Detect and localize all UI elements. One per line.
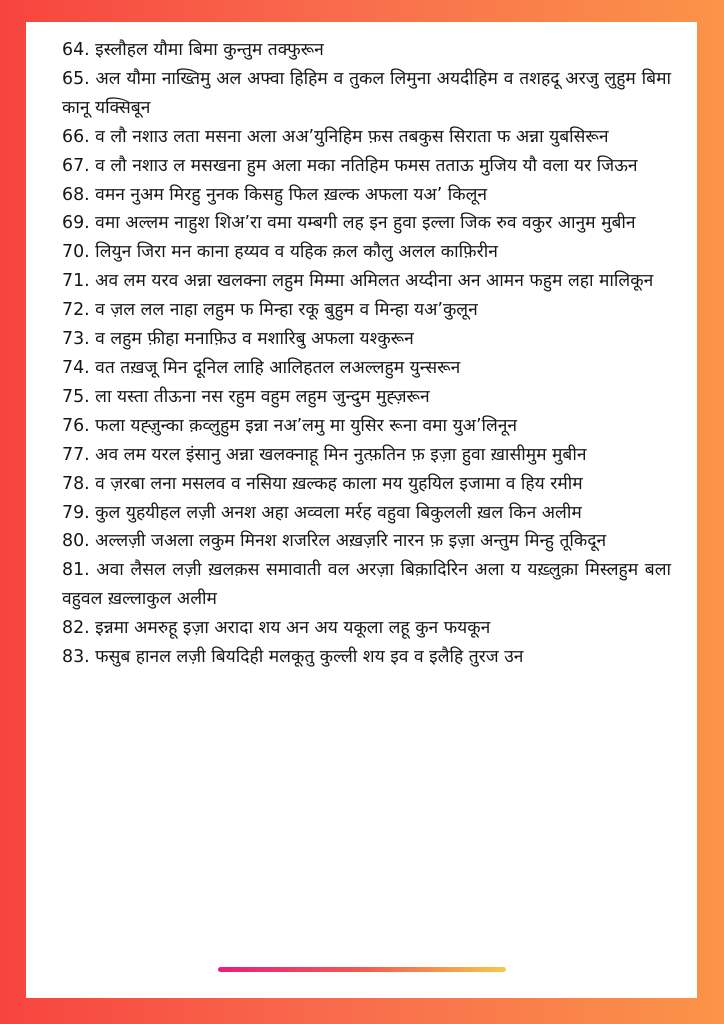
verse-80: 80. अल्लज़ी जअला लकुम मिनश शजरिल अख़ज़रि नारन फ़ इज़ा अन्तुम मिन्हु तूकिदून (62, 531, 607, 552)
verse-64: 64. इस्लौहल यौमा बिमा कुन्तुम तक्फुरून (62, 40, 324, 60)
verse-68: 68. वमन नुअम मिरहु नुनक किसहु फिल ख़ल्क अफला यअ’ किलून (62, 184, 488, 205)
verse-69: 69. वमा अल्लम नाहुश शिअ’रा वमा यम्बगी लह इन हुवा इल्ला जिक रुव वकुर आनुम मुबीन (62, 213, 636, 234)
verse-73: 73. व लहुम फ़ीहा मनाफ़िउ व मशारिबु अफला यश्कुरून (62, 329, 414, 350)
verse-81: 81. अवा लैसल लज़ी ख़लक़स समावाती वल अरज़ा बिक़ादिरिन अला य यख़्लुक़ा मिस्लहुम बला वहुवल ख़ल्लाकुल अलीम (62, 560, 671, 610)
verse-67: 67. व लौ नशाउ ल मसखना हुम अला मका नतिहिम फमस तताऊ मुजिय यौ वला यर जिऊन (62, 155, 638, 176)
verse-70: 70. लियुन जिरा मन काना हय्यव व यहिक क़ल कौलु अलल काफ़िरीन (62, 242, 498, 263)
verse-82: 82. इन्नमा अमरुहू इज़ा अरादा शय अन अय यकूला लहू कुन फयकून (62, 618, 491, 639)
verse-83: 83. फसुब हानल लज़ी बियदिही मलकूतु कुल्ली शय इव व इलैहि तुरज उन (62, 647, 524, 668)
page-card (26, 22, 697, 998)
verse-66: 66. व लौ नशाउ लता मसना अला अअ’युनिहिम फ़स तबकुस सिराता फ अन्ना युबसिरून (62, 126, 609, 147)
verse-76: 76. फला यह्ज़ुन्का क़व्लुहुम इन्ना नअ’लमु मा युसिर रूना वमा युअ’लिनून (62, 415, 518, 436)
verse-75: 75. ला यस्ता तीऊना नस रहुम वहुम लहुम जुन्दुम मुह्ज़रून (62, 386, 430, 407)
verse-78: 78. व ज़रबा लना मसलव व नसिया ख़ल्कह काला मय युहयिल इजामा व हिय रमीम (62, 473, 583, 494)
verse-77: 77. अव लम यरल इंसानु अन्ना खलक्नाहू मिन नुत्फ़तिन फ़ इज़ा हुवा ख़ासीमुम मुबीन (62, 444, 587, 465)
verse-71: 71. अव लम यरव अन्ना खलक्ना लहुम मिम्मा अमिलत अय्दीना अन आमन फहुम लहा मालिकून (62, 271, 654, 292)
verse-72: 72. व ज़ल लल नाहा लहुम फ मिन्हा रकू बुहुम व मिन्हा यअ’कुलून (62, 300, 478, 321)
verse-74: 74. वत तख़जू मिन दूनिल लाहि आलिहतल लअल्लहुम युन्सरून (62, 357, 461, 378)
verse-list (62, 36, 671, 672)
verse-79: 79. कुल युहयीहल लज़ी अनश अहा अव्वला मर्रह वहुवा बिकुलली ख़ल किन अलीम (62, 502, 582, 523)
verse-65: 65. अल यौमा नाख्तिमु अल अफ्वा हिहिम व तुकल लिमुना अयदीहिम व तशहदू अरजु लुहुम बिमा कानू यक्सिबून (62, 68, 671, 118)
footer-gradient-bar (218, 967, 506, 972)
